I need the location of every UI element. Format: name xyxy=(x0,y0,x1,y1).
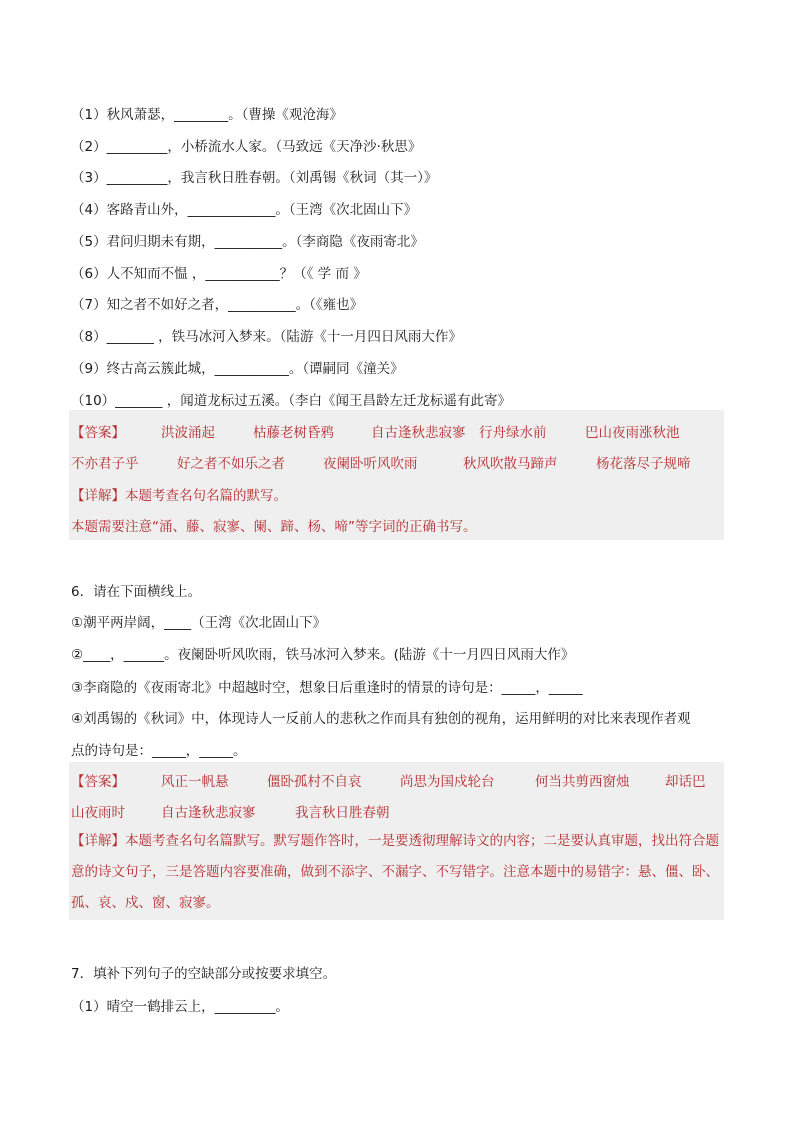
answer-item: 好之者不如乐之者 xyxy=(177,456,285,472)
answer-item: 不亦君子乎 xyxy=(71,456,139,472)
q5-item-2: （2）_________，小桥流水人家。（马致远《天净沙·秋思》 xyxy=(71,139,422,155)
answer-item: 何当共剪西窗烛 xyxy=(535,774,630,790)
q6-item-3: ③李商隐的《夜雨寄北》中超越时空，想象日后重逢时的情景的诗句是：_____，_____ xyxy=(71,680,583,696)
q5-detail-line-2: 本题需要注意“涌、藤、寂寥、阑、蹄、杨、啼”等字词的正确书写。 xyxy=(71,519,477,535)
q5-item-3: （3）_________，我言秋日胜春朝。（刘禹锡《秋词（其一）》 xyxy=(71,170,438,186)
answer-item: 巴山夜雨涨秋池 xyxy=(585,425,680,441)
q5-item-7: （7）知之者不如好之者，__________。（《雍也》 xyxy=(71,297,364,313)
answer-item: 尚思为国戍轮台 xyxy=(400,774,495,790)
answer-item: 僵卧孤村不自哀 xyxy=(267,774,362,790)
answer-item: 风正一帆悬 xyxy=(161,774,229,790)
q5-answer-row-2 xyxy=(71,452,691,472)
answer-label: 【答案】 xyxy=(71,425,125,441)
q5-answer-row-1 xyxy=(71,421,680,441)
answer-item: 自古逢秋悲寂寥 xyxy=(371,425,466,441)
answer-item: 自古逢秋悲寂寥 xyxy=(161,805,256,821)
q6-answer-row-2 xyxy=(71,801,390,821)
q5-item-8: （8）_______ ，铁马冰河入梦来。（陆游《十一月四日风雨大作》 xyxy=(71,329,462,345)
answer-item: 行舟绿水前 xyxy=(479,425,547,441)
q6-answer-box xyxy=(69,762,724,920)
q6-item-1: ①潮平两岸阔，____（王湾《次北固山下》 xyxy=(71,615,327,631)
answer-item: 洪波涌起 xyxy=(161,425,215,441)
q5-item-9: （9）终古高云簇此城，___________。（谭嗣同《潼关》 xyxy=(71,361,404,377)
answer-item: 枯藤老树昏鸦 xyxy=(253,425,334,441)
answer-item: 山夜雨时 xyxy=(71,805,125,821)
detail-text: 本题考查名句名篇的默写。 xyxy=(125,488,287,504)
q6-detail xyxy=(71,826,722,919)
q6-item-5: 点的诗句是：_____，_____。 xyxy=(71,743,247,759)
q5-item-4: （4）客路青山外，_____________。（王湾《次北固山下》 xyxy=(71,202,418,218)
q5-item-5: （5）君问归期未有期，__________。（李商隐《夜雨寄北》 xyxy=(71,234,424,250)
q5-detail-line-1 xyxy=(71,484,287,504)
q5-answer-box xyxy=(69,410,724,540)
answer-item: 杨花落尽子规啼 xyxy=(596,456,691,472)
q6-title: 6．请在下面横线上。 xyxy=(71,584,202,600)
detail-label: 【详解】 xyxy=(71,833,125,849)
q5-item-6: （6）人不知而不愠 ，___________？（《 学 而 》 xyxy=(71,266,367,282)
q7-title: 7．填补下列句子的空缺部分或按要求填空。 xyxy=(71,966,337,982)
answer-item: 我言秋日胜春朝 xyxy=(295,805,390,821)
q7-item-1: （1）晴空一鹤排云上，_________。 xyxy=(71,999,289,1015)
answer-item: 却话巴 xyxy=(665,774,706,790)
answer-item: 秋风吹散马蹄声 xyxy=(463,456,558,472)
q6-item-2: ②____，______。夜阑卧听风吹雨，铁马冰河入梦来。(陆游《十一月四日风雨大作》 xyxy=(71,647,575,663)
q6-item-4: ④刘禹锡的《秋词》中，体现诗人一反前人的悲秋之作而具有独创的视角，运用鲜明的对比来表现作者观 xyxy=(71,711,691,727)
q5-item-10: （10）_______ ，闻道龙标过五溪。（李白《闻王昌龄左迁龙标遥有此寄》 xyxy=(71,393,511,409)
detail-text: 本题考查名句名篇默写。默写题作答时，一是要透彻理解诗文的内容；二是要认真审题，找出符合题意的诗文句子，三是答题内容要准确，做到不添字、不漏字、不写错字。注意本题中的易错字：悬、僵、卧、孤、哀、戍、窗、寂寥。 xyxy=(71,833,719,911)
answer-item: 夜阑卧听风吹雨 xyxy=(323,456,418,472)
answer-label: 【答案】 xyxy=(71,774,125,790)
q5-item-1: （1）秋风萧瑟，________。（曹操《观沧海》 xyxy=(71,107,343,123)
detail-label: 【详解】 xyxy=(71,488,125,504)
q6-answer-row-1 xyxy=(71,770,706,790)
